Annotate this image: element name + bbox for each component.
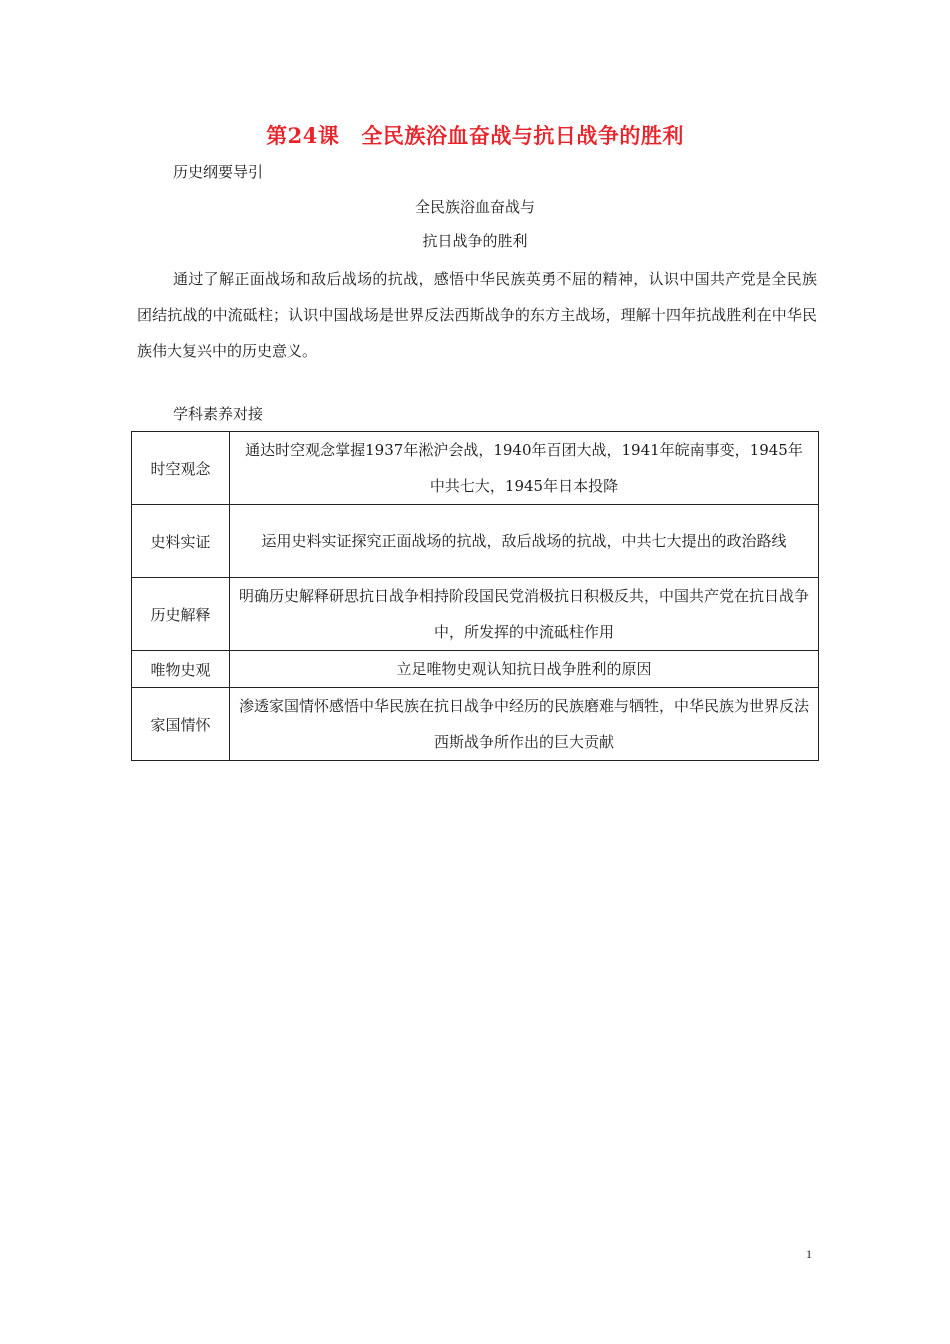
table-key-cell: 史料实证 [132, 505, 230, 578]
table-row [132, 432, 819, 505]
table-key-cell: 唯物史观 [132, 651, 230, 688]
table-value-cell: 立足唯物史观认知抗日战争胜利的原因 [230, 651, 819, 688]
guide-heading-line2: 抗日战争的胜利 [422, 232, 528, 250]
table-value-cell: 明确历史解释研思抗日战争相持阶段国民党消极抗日积极反共，中国共产党在抗日战争中，所发挥的中流砥柱作用 [230, 578, 819, 651]
guide-label: 历史纲要导引 [173, 163, 264, 181]
page-title [0, 120, 950, 150]
table-key-cell: 家国情怀 [132, 688, 230, 761]
table-row [132, 578, 819, 651]
table-value-cell: 渗透家国情怀感悟中华民族在抗日战争中经历的民族磨难与牺牲，中华民族为世界反法西斯战争所作出的巨大贡献 [230, 688, 819, 761]
literacy-table [131, 431, 819, 761]
guide-heading-line1: 全民族浴血奋战与 [414, 198, 535, 216]
table-key-cell: 历史解释 [132, 578, 230, 651]
intro-paragraph: 通过了解正面战场和敌后战场的抗战，感悟中华民族英勇不屈的精神，认识中国共产党是全民族团结抗战的中流砥柱；认识中国战场是世界反法西斯战争的东方主战场，理解十四年抗战胜利在中华民族伟大复兴中的历史意义。 [137, 270, 817, 360]
page-number: 1 [806, 1247, 812, 1261]
table-value-cell: 通达时空观念掌握1937年淞沪会战，1940年百团大战，1941年皖南事变，1945年中共七大，1945年日本投降 [230, 432, 819, 505]
lesson-title: 全民族浴血奋战与抗日战争的胜利 [361, 123, 684, 148]
lesson-number: 第24课 [266, 123, 340, 148]
table-row [132, 651, 819, 688]
table-value-cell: 运用史料实证探究正面战场的抗战，敌后战场的抗战，中共七大提出的政治路线 [230, 505, 819, 578]
table-row [132, 505, 819, 578]
table-key-cell: 时空观念 [132, 432, 230, 505]
table-row [132, 688, 819, 761]
literacy-label: 学科素养对接 [173, 405, 264, 423]
